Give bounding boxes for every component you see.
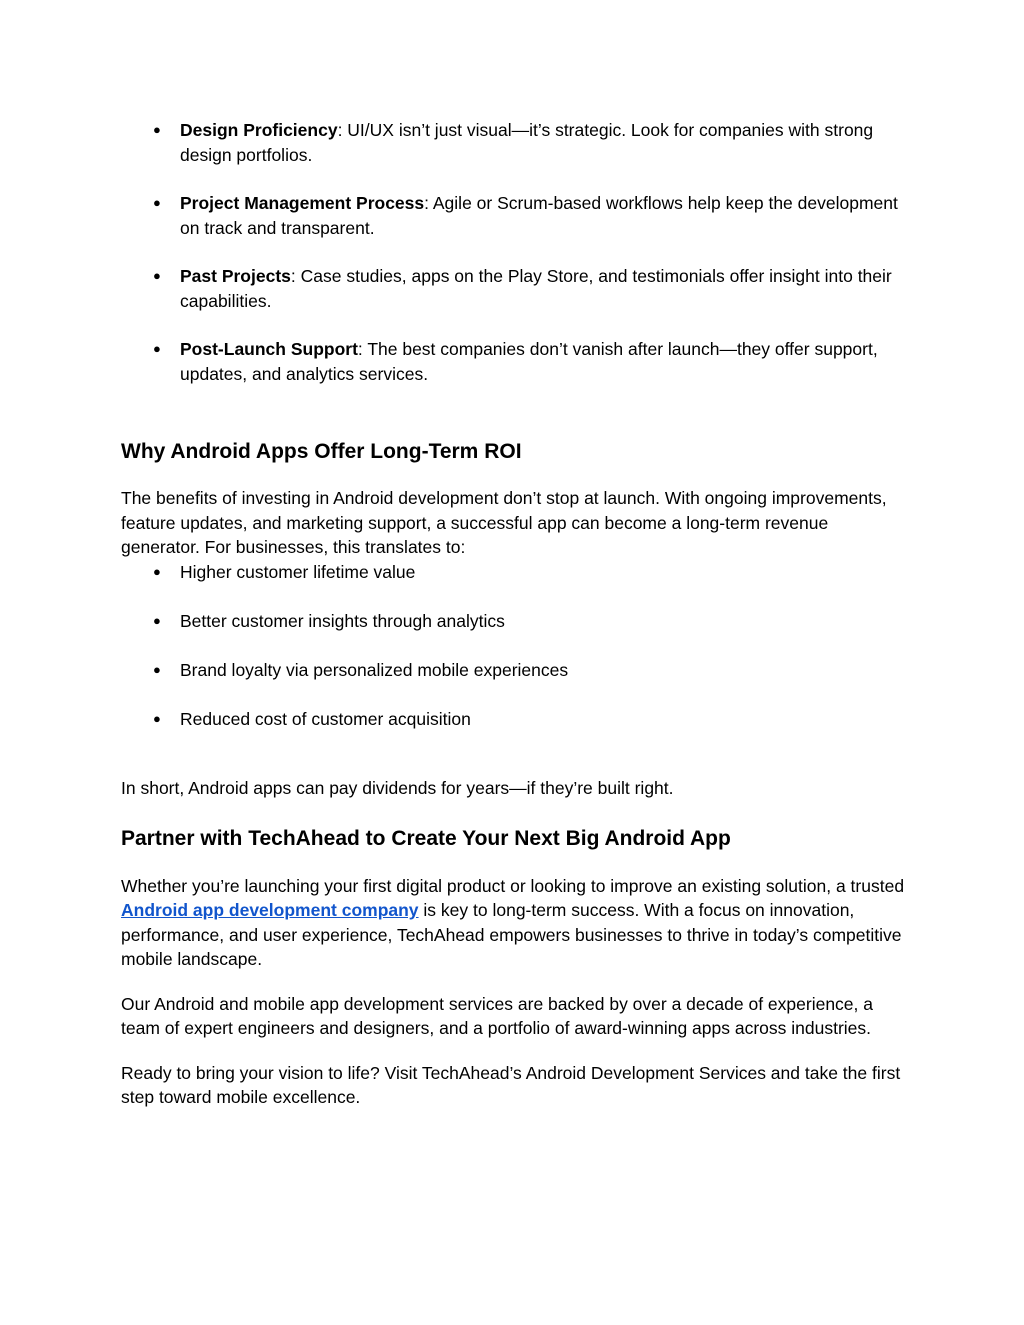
partner-paragraph-3: Ready to bring your vision to life? Visit TechAhead’s Android Development Services and take the first step toward mobile excellence. [121,1062,901,1107]
benefit-text: Better customer insights through analytics [180,610,505,631]
roi-heading: Why Android Apps Offer Long-Term ROI [121,440,522,463]
criteria-text: : UI/UX isn’t just visual—it’s strategic. Look for companies with strong design portfolios. [180,120,874,165]
benefit-text: Higher customer lifetime value [180,561,416,582]
criteria-term: Past Projects [180,266,291,286]
document-body [121,118,906,1110]
list-item [121,118,906,167]
bullet-icon: ● [153,195,161,210]
bullet-icon: ● [153,122,161,137]
bullet-icon: ● [153,612,161,628]
roi-summary-paragraph: In short, Android apps can pay dividends for years—if they’re built right. [121,778,674,798]
partner-paragraph-2: Our Android and mobile app development services are backed by over a decade of experience, a team of expert engineers and designers, and a portfolio of award-winning apps across industries. [121,993,873,1038]
bullet-icon: ● [153,268,161,283]
criteria-text: : The best companies don’t vanish after launch—they offer support, updates, and analytics services. [180,339,878,384]
bullet-icon: ● [153,563,161,579]
criteria-term: Design Proficiency [180,120,338,140]
android-app-development-company-link[interactable]: Android app development company [121,900,419,920]
partner-paragraph-1 [121,874,906,972]
criteria-list [121,118,906,386]
benefit-text: Reduced cost of customer acquisition [180,708,471,729]
partner-p1-after: is key to long-term success. With a focus on innovation, performance, and user experience, TechAhead empowers businesses to thrive in today’s competitive mobile landscape. [121,900,902,969]
bullet-icon: ● [153,661,161,677]
criteria-text: : Case studies, apps on the Play Store, and testimonials offer insight into their capabilities. [180,266,892,311]
list-item [121,337,906,386]
list-item [121,609,906,634]
partner-heading: Partner with TechAhead to Create Your Next Big Android App [121,826,731,850]
list-item [121,191,906,240]
criteria-term: Post-Launch Support [180,339,358,359]
list-item [121,707,906,732]
roi-intro-paragraph: The benefits of investing in Android development don’t stop at launch. With ongoing improvements, feature updates, and marketing support, a successful app can become a long-term revenue generator. For businesses, this translates to: [121,488,887,557]
partner-p1-before: Whether you’re launching your first digital product or looking to improve an existing solution, a trusted [121,875,905,896]
bullet-icon: ● [153,341,161,356]
list-item [121,658,906,683]
criteria-term: Project Management Process [180,193,425,213]
bullet-icon: ● [153,710,161,726]
list-item [121,264,906,313]
list-item [121,560,906,585]
benefits-list [121,560,906,732]
criteria-text: : Agile or Scrum-based workflows help keep the development on track and transparent. [180,193,898,238]
benefit-text: Brand loyalty via personalized mobile experiences [180,659,569,680]
